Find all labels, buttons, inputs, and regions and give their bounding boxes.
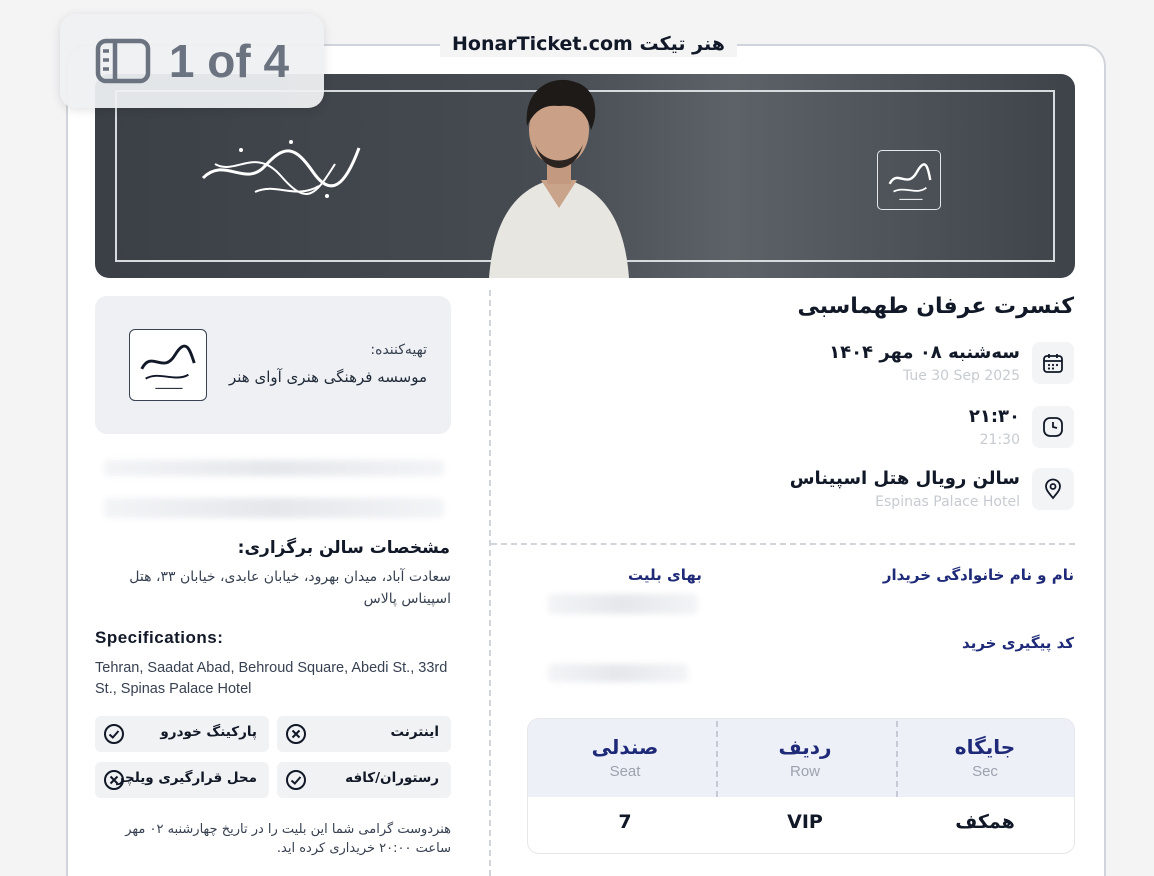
date-en: Tue 30 Sep 2025 xyxy=(902,368,1020,384)
page-indicator[interactable] xyxy=(60,14,324,108)
row-header-fa: ردیف xyxy=(778,735,832,759)
redacted-tracking-code xyxy=(548,664,688,682)
time-en: 21:30 xyxy=(979,432,1020,448)
seat-table xyxy=(527,718,1075,854)
buyer-name-label: نام و نام خانوادگی خریدار xyxy=(882,566,1074,584)
organizer-name: موسسه فرهنگی هنری آوای هنر xyxy=(228,368,427,386)
seat-col-seat xyxy=(534,719,716,854)
location-pin-icon xyxy=(1032,468,1074,510)
pages-icon xyxy=(95,38,151,84)
amenity-label: پارکینگ خودرو xyxy=(160,724,257,740)
time-fa: ۲۱:۳۰ xyxy=(968,406,1020,427)
seat-header-en: Seat xyxy=(609,763,641,780)
event-date xyxy=(814,342,1074,392)
event-title: کنسرت عرفان طهماسبی xyxy=(797,294,1074,319)
venue-fa: سالن رویال هتل اسپیناس xyxy=(789,468,1020,489)
purchase-notice: هنردوست گرامی شما این بلیت را در تاریخ چهارشنبه ۰۲ مهر ساعت ۲۰:۰۰ خریداری کرده اید. xyxy=(125,822,451,856)
amenity-label: محل قرارگیری ویلچر xyxy=(116,770,257,786)
seat-col-row xyxy=(714,719,896,854)
calendar-icon xyxy=(1032,342,1074,384)
tracking-code-label: کد پیگیری خرید xyxy=(962,634,1074,652)
venue-address-fa: سعادت آباد، میدان بهرود، خیابان عابدی، خیابان ۳۳، هتل اسپیناس پالاس xyxy=(129,569,451,607)
event-time xyxy=(814,406,1074,456)
amenity-restaurant xyxy=(277,762,451,798)
check-circle-icon xyxy=(103,723,125,745)
section-value: همکف xyxy=(955,811,1015,833)
site-label: HonarTicket.com هنر تیکت xyxy=(440,31,737,57)
amenity-wheelchair xyxy=(95,762,269,798)
date-fa: سه‌شنبه ۰۸ مهر ۱۴۰۴ xyxy=(829,342,1020,363)
section-header-en: Sec xyxy=(972,763,998,780)
artist-photo xyxy=(479,74,639,278)
venue-spec-title: مشخصات سالن برگزاری: xyxy=(237,538,450,558)
seat-value: 7 xyxy=(618,811,632,833)
calligraphy-title xyxy=(195,126,365,206)
specifications-title: Specifications: xyxy=(95,628,224,647)
clock-icon xyxy=(1032,406,1074,448)
x-circle-icon xyxy=(103,769,125,791)
amenity-internet xyxy=(277,716,451,752)
organizer-label: تهیه‌کننده: xyxy=(370,342,427,358)
vertical-divider xyxy=(489,290,491,876)
organizer-card-logo xyxy=(129,329,207,401)
redacted-text xyxy=(104,460,444,476)
redacted-text xyxy=(104,498,444,518)
section-header-fa: جایگاه xyxy=(954,735,1016,759)
venue-en: Espinas Palace Hotel xyxy=(875,494,1020,510)
horizontal-divider xyxy=(491,543,1075,545)
check-circle-icon xyxy=(285,769,307,791)
redacted-buyer-info xyxy=(548,594,698,614)
venue-address-en: Tehran, Saadat Abad, Behroud Square, Abedi St., 33rd St., Spinas Palace Hotel xyxy=(95,660,448,697)
x-circle-icon xyxy=(285,723,307,745)
amenity-parking xyxy=(95,716,269,752)
amenity-label: اینترنت xyxy=(390,724,439,740)
event-venue xyxy=(774,468,1074,518)
seat-col-section xyxy=(894,719,1075,854)
row-value: VIP xyxy=(787,811,823,833)
ticket-price-label: بهای بلیت xyxy=(628,566,702,584)
seat-header-fa: صندلی xyxy=(591,735,659,759)
organizer-logo xyxy=(877,150,941,210)
page-count: 1 of 4 xyxy=(168,35,290,87)
row-header-en: Row xyxy=(789,763,820,780)
organizer-card xyxy=(95,296,451,434)
amenity-label: رستوران/کافه xyxy=(345,770,439,786)
